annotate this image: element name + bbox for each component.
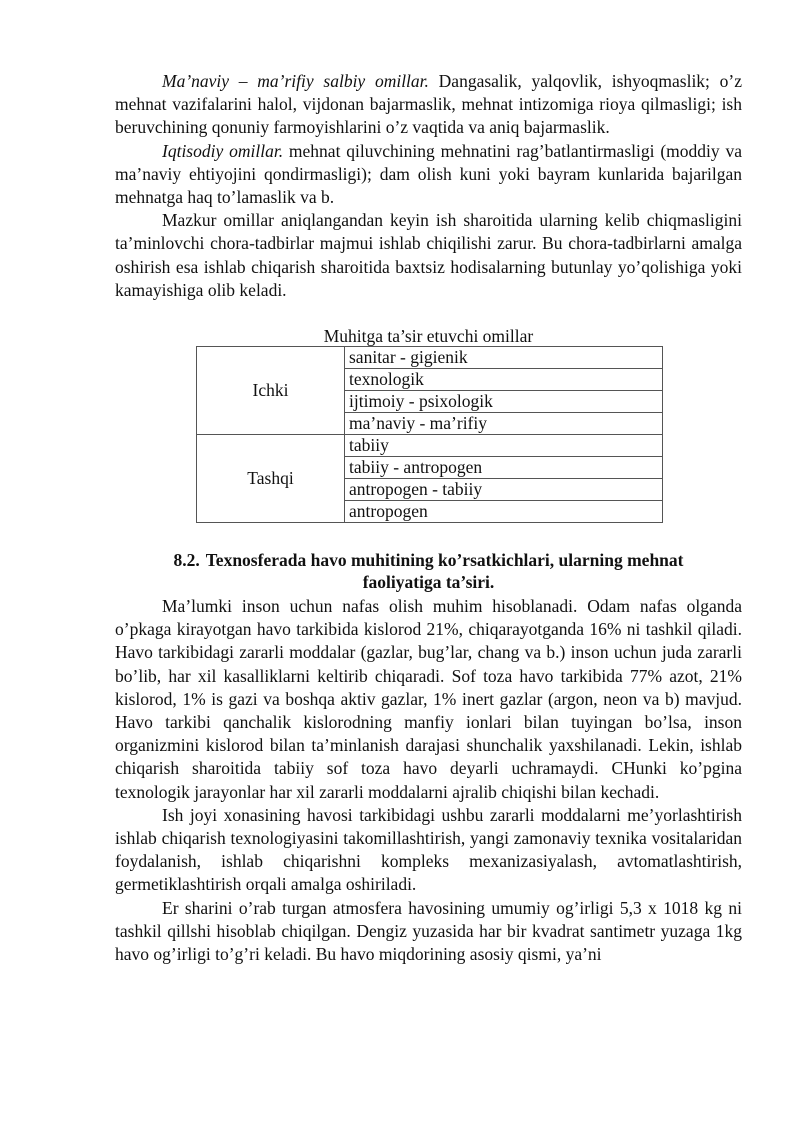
paragraph-measures (115, 209, 742, 302)
paragraph-atmosphere-weight: Er sharini o’rab turgan atmosfera havosining umumiy og’irligi 5,3 x 1018 kg ni tashkil qillshi hisoblab chiqilgan. Dengiz yuzasida har bir kvadrat santimetr yuzaga 1kg havo og’irligi to’g’ri keladi. Bu havo miqdorining asosiy qismi, ya’ni (115, 897, 742, 965)
paragraph-lead: Iqtisodiy omillar. (162, 140, 284, 161)
table-cell: sanitar - gigienik (345, 347, 663, 369)
table-cell: antropogen (345, 501, 663, 523)
table-row (197, 347, 663, 369)
section-title-line1: Texnosferada havo muhitining ko’rsatkichlari, ularning mehnat (205, 550, 684, 571)
paragraph-lead: Ma’naviy – ma’rifiy salbiy omillar. (162, 71, 429, 91)
factors-table (196, 346, 663, 523)
section-number: 8.2. (173, 550, 200, 571)
table-row (197, 435, 663, 457)
table-cell: ijtimoiy - psixologik (345, 391, 663, 413)
table-cell: tabiiy (345, 435, 663, 457)
section-title-line2: faoliyatiga ta’siri. (362, 572, 495, 593)
group-label-internal: Ichki (197, 347, 345, 435)
paragraph-text: mehnat qiluvchining mehnatini rag’batlantirmasligi (moddiy va ma’naviy ehtiyojini qondirmasligi); dam olish kuni yoki bayram kunlarida bajarilgan mehnatga haq to’lamaslik va b. (115, 140, 742, 208)
document-page (115, 70, 742, 966)
section-heading (115, 549, 742, 593)
paragraph-text: Mazkur omillar aniqlangandan keyin ish sharoitida ularning kelib chiqmasligini ta’minlovchi chora-tadbirlar majmui ishlab chiqilishi zarur. Bu chora-tadbirlarni amalga oshirish esa ishlab chiqarish sharoitida baxtsiz hodisalarning butunlay yo’qolishiga yoki kamayishiga olib keladi. (115, 210, 742, 300)
paragraph-spiritual-factors (115, 70, 742, 140)
paragraph-normalization: Ish joyi xonasining havosi tarkibidagi ushbu zararli moddalarni me’yorlashtirish ishlab chiqarish texnologiyasini takomillashtirish, yangi zamonaviy texnika vositalaridan foydalanish, ishlab chiqarishni kompleks mexanizasiyalash, avtomatlashtirish, germetiklashtirish orqali amalga oshiriladi. (115, 804, 742, 895)
paragraph-text: Dangasalik, yalqovlik, ishyoqmaslik; o’z mehnat vazifalarini halol, vijdonan bajarmaslik, mehnat intizomiga rioya qilmasligi; ish beruvchining qonuniy farmoyishlarini o’z vaqtida va aniq bajarmaslik. (115, 71, 743, 138)
table-cell: tabiiy - antropogen (345, 457, 663, 479)
paragraph-air-composition: Ma’lumki inson uchun nafas olish muhim hisoblanadi. Odam nafas olganda o’pkaga kirayotgan havo tarkibida kislorod 21%, chiqarayotganda 16% ni tashkil qiladi. Havo tarkibidagi zararli moddalar (gazlar, bug’lar, chang va b.) inson uchun juda zararli bo’lib, har xil kasalliklarni keltirib chiqaradi. Sof toza havo tarkibida 77% azot, 21% kislorod, 1% is gazi va boshqa aktiv gazlar, 1% inert gazlar (argon, neon va b) mavjud. Havo tarkibi qanchalik kislorodning manfiy ionlari bilan tuyingan bo’lsa, inson organizmini kislorod bilan ta’minlanish darajasi shunchalik yaxshilanadi. Lekin, ishlab chiqarish sharoitida tabiiy sof toza havo deyarli uchramaydi. CHunki ko’pgina texnologik jarayonlar har xil zararli moddalarni ajralib chiqishi bilan kechadi. (115, 596, 742, 802)
table-cell: antropogen - tabiiy (345, 479, 663, 501)
group-label-external: Tashqi (197, 435, 345, 523)
paragraph-economic-factors (115, 140, 742, 210)
table-title: Muhitga ta’sir etuvchi omillar (323, 326, 534, 347)
table-cell: texnologik (345, 369, 663, 391)
table-cell: ma’naviy - ma’rifiy (345, 413, 663, 435)
